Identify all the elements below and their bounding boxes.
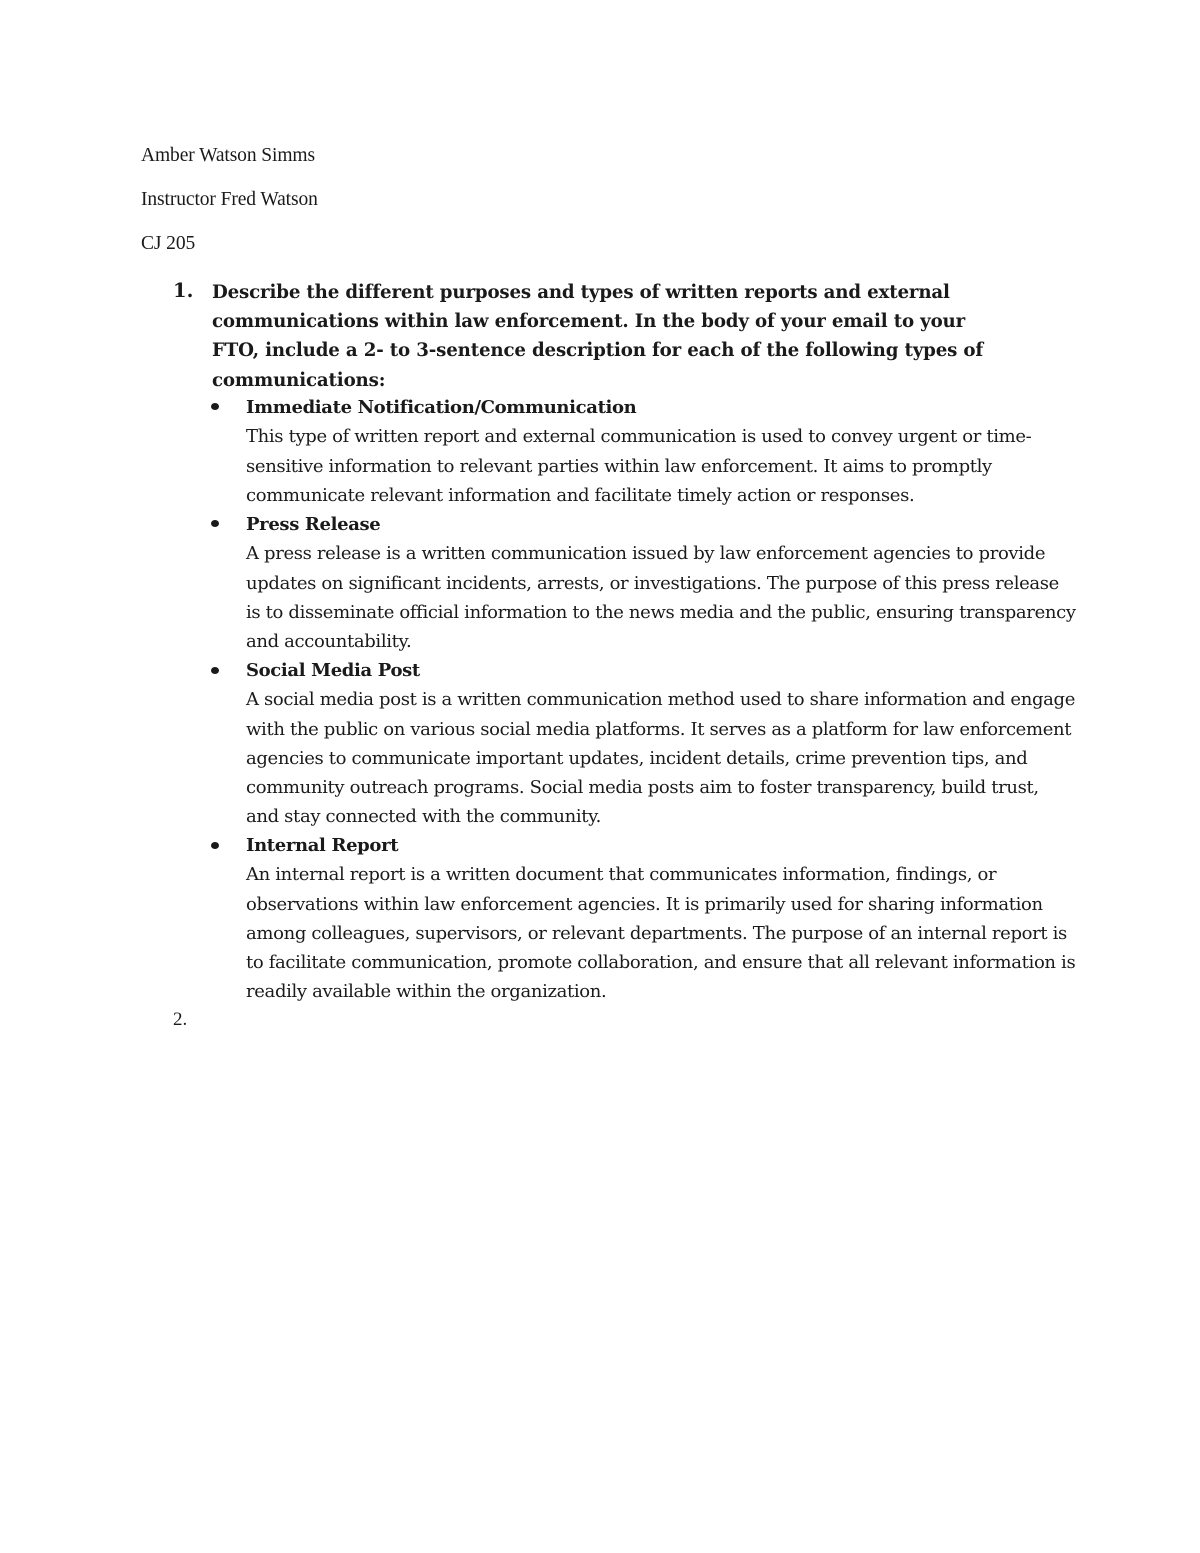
list-item [246, 656, 1076, 832]
item-description: This type of written report and external communication is used to convey urgent or time-sensitive information to relevant parties within law enforcement. It aims to promptly communicate relevant information and facilitate timely action or responses. [246, 426, 1032, 506]
student-name: Amber Watson Simms [141, 145, 315, 166]
item-title: Social Media Post [246, 660, 420, 681]
item-description: A press release is a written communication issued by law enforcement agencies to provide updates on significant incidents, arrests, or investigations. The purpose of this press release is to disseminate official information to the news media and the public, ensuring transparency and accountability. [246, 543, 1076, 653]
item-title: Press Release [246, 514, 381, 535]
list-item [246, 393, 1076, 510]
instructor-name: Instructor Fred Watson [141, 189, 318, 210]
question-1-number: 1. [173, 279, 194, 302]
bullet-icon [211, 842, 219, 849]
item-title: Immediate Notification/Communication [246, 397, 637, 418]
course-code: CJ 205 [141, 233, 196, 254]
list-item [246, 510, 1076, 656]
question-2-number: 2. [173, 1009, 188, 1030]
item-description: An internal report is a written document that communicates information, findings, or observations within law enforcement agencies. It is primarily used for sharing information among colleagues, supervisors, or relevant departments. The purpose of an internal report is to facilitate communication, promote collaboration, and ensure that all relevant information is readily available within the organization. [246, 864, 1076, 1003]
item-description: A social media post is a written communication method used to share information and engage with the public on various social media platforms. It serves as a platform for law enforcement agencies to communicate important updates, incident details, crime prevention tips, and community outreach programs. Social media posts aim to foster transparency, build trust, and stay connected with the community. [246, 689, 1075, 828]
list-item [246, 831, 1076, 1007]
bullet-icon [211, 667, 219, 674]
bullet-icon [211, 520, 219, 527]
question-1-prompt: Describe the different purposes and types of written reports and external communications within law enforcement. In the body of your email to your FTO, include a 2- to 3-sentence description for each of the following types of communications: [212, 282, 984, 391]
bullet-icon [211, 403, 219, 410]
item-title: Internal Report [246, 835, 399, 856]
